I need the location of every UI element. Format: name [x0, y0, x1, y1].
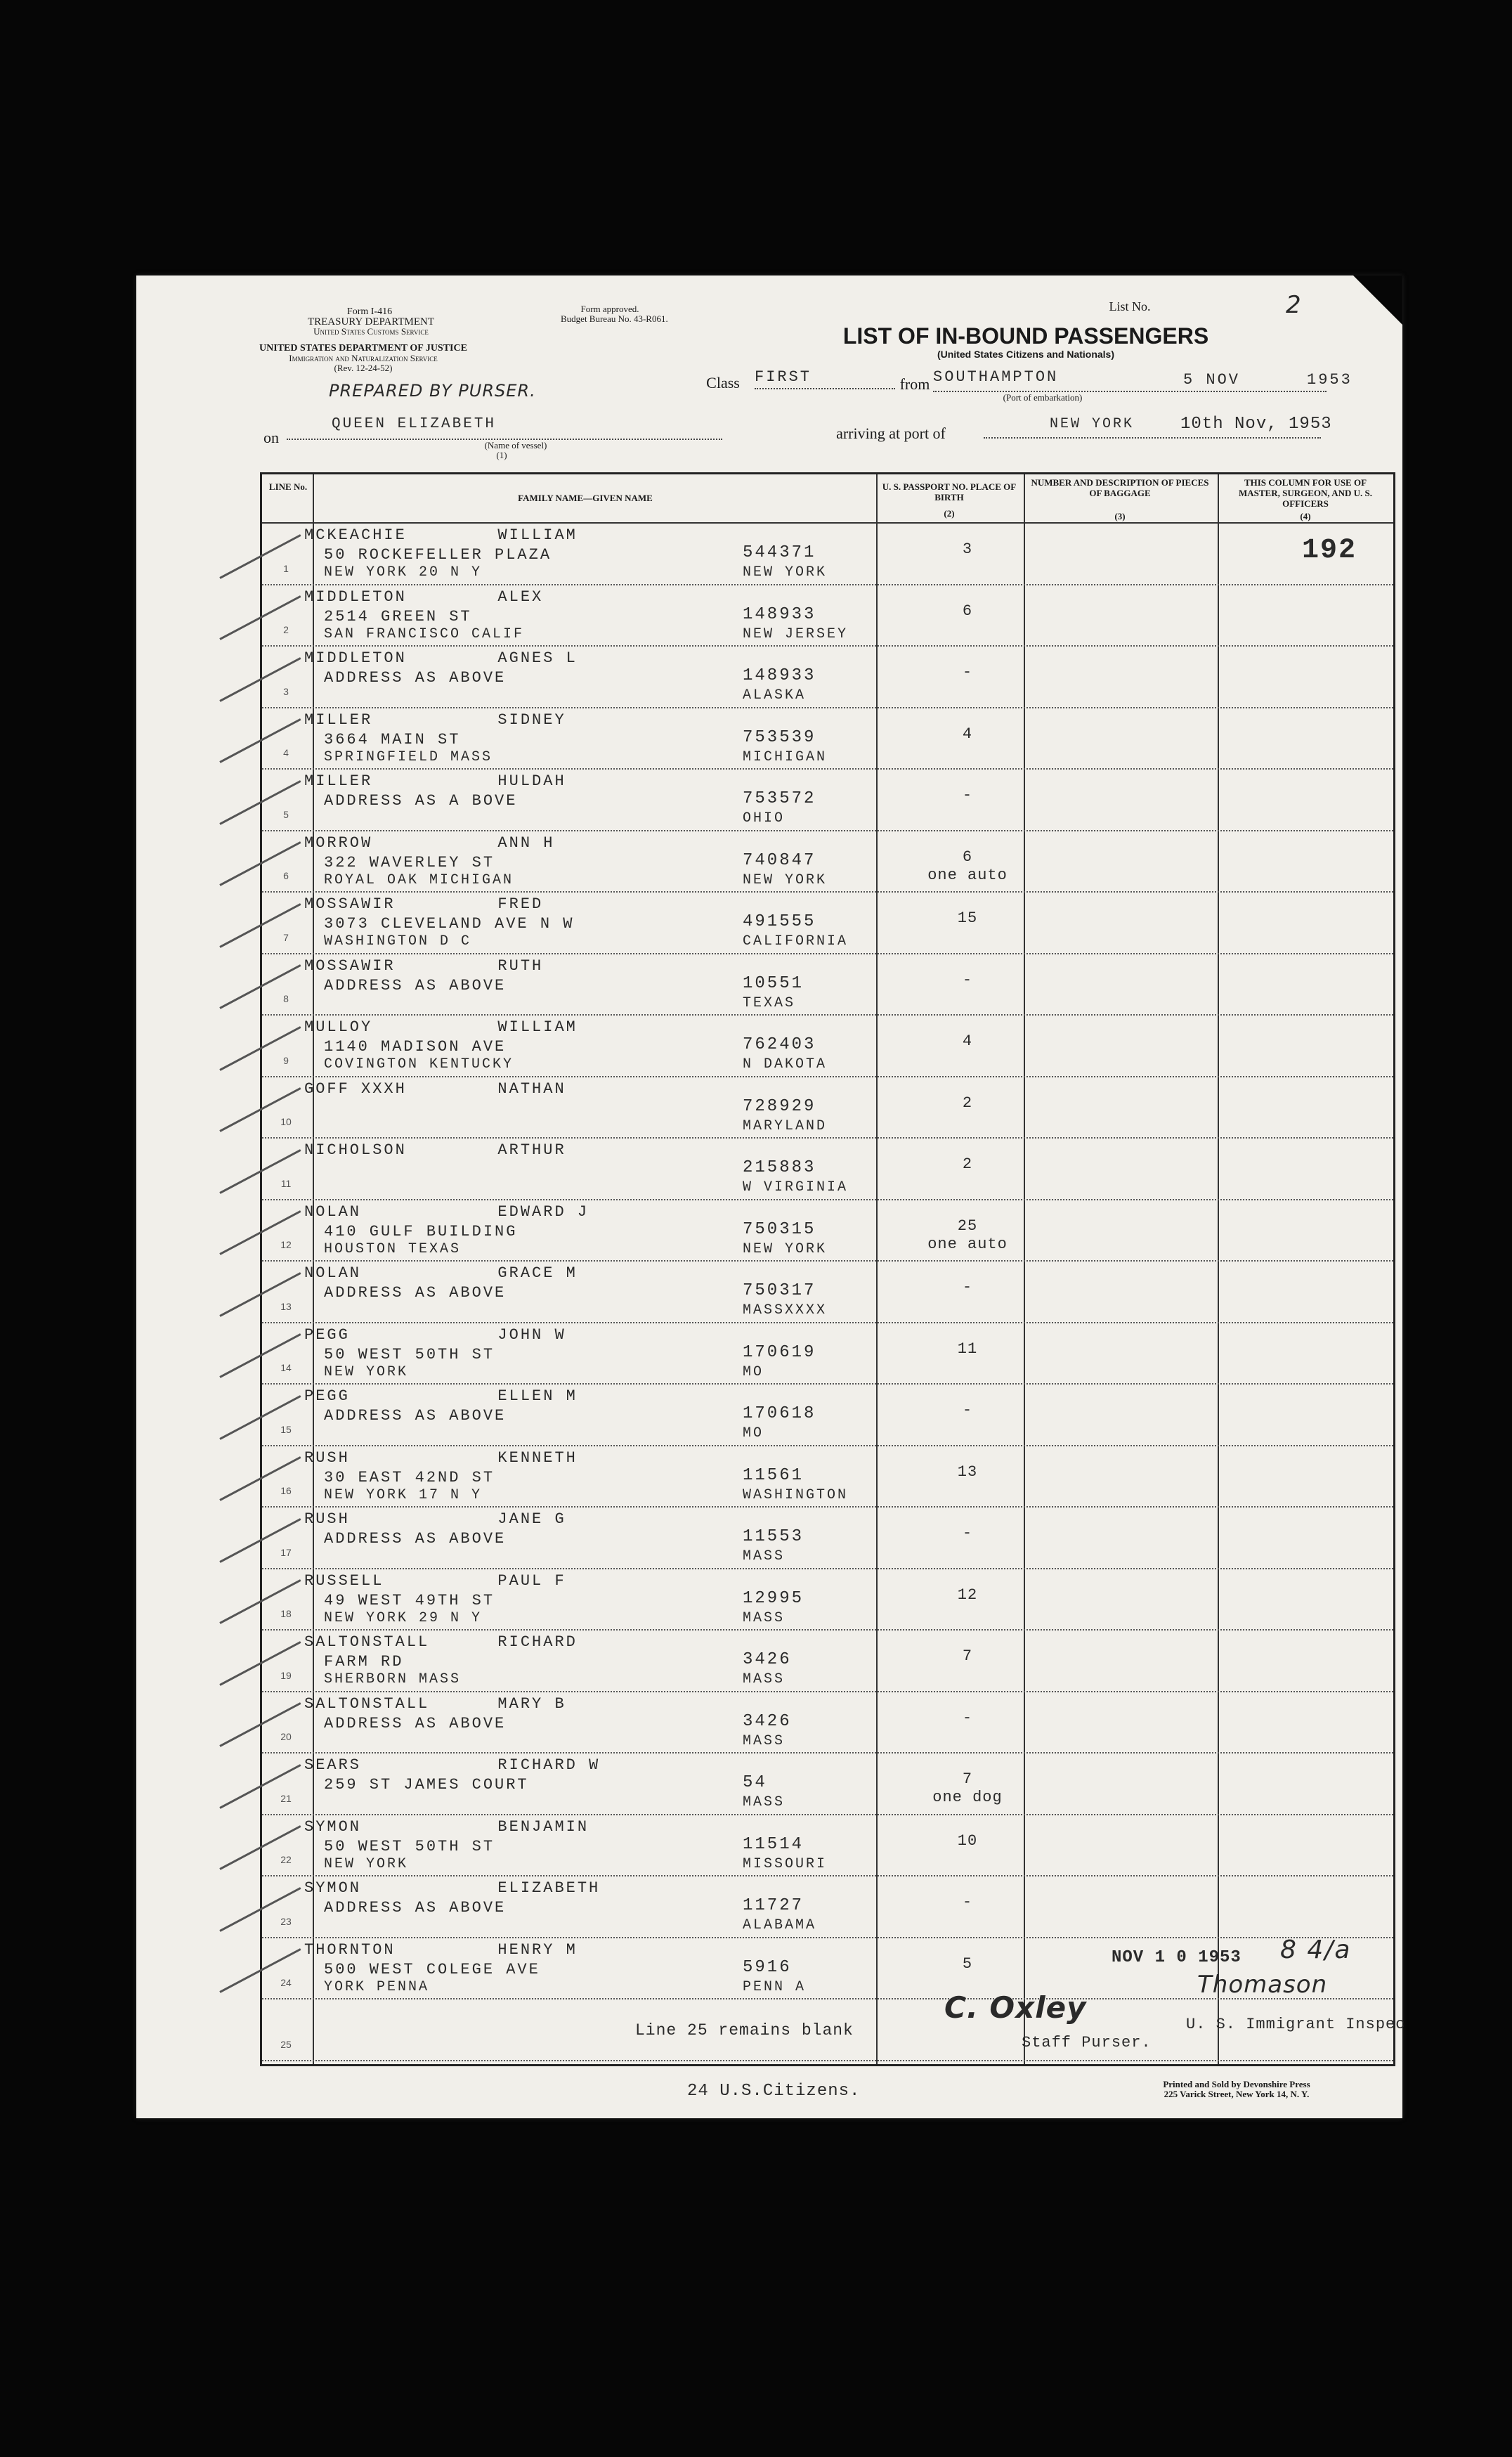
inspector-signature: Thomason: [1197, 1971, 1328, 1999]
table-row: [262, 1260, 1393, 1322]
passport-number: 54: [743, 1773, 767, 1792]
passport-number: 753572: [743, 789, 816, 808]
line-number: 22: [280, 1854, 292, 1865]
place-of-birth: MO: [743, 1363, 764, 1380]
baggage-count: 15: [957, 909, 978, 927]
address-line-1: 50 ROCKEFELLER PLAZA: [324, 546, 552, 564]
passport-number: 491555: [743, 912, 816, 931]
citizen-total: 24 U.S.Citizens.: [687, 2082, 861, 2101]
address-line-1: ADDRESS AS A BOVE: [324, 792, 518, 810]
line-number: 25: [280, 2038, 292, 2050]
place-of-birth: MARYLAND: [743, 1117, 828, 1134]
place-of-birth: NEW JERSEY: [743, 625, 849, 642]
revision: (Rev. 12-24-52): [334, 363, 393, 373]
passport-number: 3426: [743, 1650, 792, 1669]
passport-number: 11514: [743, 1834, 804, 1854]
address-line-1: 1140 MADISON AVE: [324, 1038, 507, 1056]
passenger-name: SYMON BENJAMIN: [304, 1817, 589, 1836]
table-row: [262, 1875, 1393, 1937]
address-line-2: SAN FRANCISCO CALIF: [324, 625, 525, 642]
place-of-birth: NEW YORK: [743, 871, 828, 888]
address-line-1: FARM RD: [324, 1653, 404, 1671]
line-number: 19: [280, 1669, 292, 1681]
class-underline: [755, 388, 895, 389]
place-of-birth: W VIRGINIA: [743, 1179, 849, 1195]
col-header-officers-no: (4): [1300, 511, 1311, 521]
passport-number: 10551: [743, 973, 804, 993]
address-line-1: 3073 CLEVELAND AVE N W: [324, 915, 575, 933]
from-date: 5 NOV: [1183, 371, 1241, 389]
baggage-count: 5: [962, 1954, 973, 1973]
passenger-name: MULLOY WILLIAM: [304, 1018, 578, 1036]
baggage-count: 7: [962, 1770, 973, 1788]
from-label: from: [899, 375, 930, 393]
passenger-name: MCKEACHIE WILLIAM: [304, 526, 578, 544]
table-row: [262, 1752, 1393, 1814]
line-number: 17: [280, 1546, 292, 1558]
address-line-1: 322 WAVERLEY ST: [324, 853, 495, 871]
table-row: [262, 645, 1393, 707]
address-line-2: ROYAL OAK MICHIGAN: [324, 871, 514, 888]
address-line-2: NEW YORK 17 N Y: [324, 1486, 483, 1503]
col-header-passport-no: (2): [944, 508, 955, 519]
place-of-birth: N DAKOTA: [743, 1056, 828, 1072]
passenger-name: MIDDLETON AGNES L: [304, 649, 578, 667]
address-line-2: NEW YORK 20 N Y: [324, 564, 483, 581]
passenger-name: RUSSELL PAUL F: [304, 1571, 566, 1590]
page-corner: [1353, 275, 1402, 325]
passenger-name: RUSH KENNETH: [304, 1448, 578, 1467]
line-number: 1: [283, 562, 289, 574]
baggage-extra: one auto: [927, 866, 1008, 884]
form-number: Form I-416: [346, 306, 393, 317]
baggage-count: -: [962, 1709, 973, 1727]
line-number: 4: [283, 747, 289, 758]
passport-number: 3426: [743, 1711, 792, 1731]
purser-signature: C. Oxley: [944, 1990, 1087, 2025]
prepared-by-purser: PREPARED BY PURSER.: [329, 381, 536, 401]
address-line-1: 410 GULF BUILDING: [324, 1222, 518, 1240]
passport-number: 728929: [743, 1096, 816, 1116]
from-port: SOUTHAMPTON: [933, 368, 1059, 386]
passenger-table: [260, 472, 1395, 2066]
baggage-count: 10: [957, 1832, 978, 1850]
address-line-2: NEW YORK: [324, 1363, 409, 1380]
table-row: [262, 1814, 1393, 1876]
address-line-1: 500 WEST COLEGE AVE: [324, 1960, 540, 1978]
col-header-officers: THIS COLUMN FOR USE OF MASTER, SURGEON, AND U. S. OFFICERS: [1239, 477, 1372, 509]
line25-note: Line 25 remains blank: [635, 2021, 854, 2040]
table-row: [262, 522, 1393, 584]
line-number: 13: [280, 1300, 292, 1312]
arrival-date: 10th Nov, 1953: [1180, 415, 1332, 434]
document-title: LIST OF IN-BOUND PASSENGERS: [842, 323, 1209, 349]
line-number: 15: [280, 1423, 292, 1435]
address-line-1: ADDRESS AS ABOVE: [324, 1899, 507, 1917]
line-number: 23: [280, 1915, 292, 1927]
class-value: FIRST: [755, 368, 812, 386]
treasury-dept: TREASURY DEPARTMENT: [307, 316, 435, 328]
address-line-2: WASHINGTON D C: [324, 933, 472, 949]
vessel-col-number: (1): [496, 450, 507, 460]
address-line-1: 49 WEST 49TH ST: [324, 1591, 495, 1609]
stamp-date: NOV 1 0 1953: [1112, 1948, 1241, 1967]
table-row: [262, 891, 1393, 953]
passport-number: 740847: [743, 850, 816, 870]
passport-number: 170619: [743, 1342, 816, 1362]
table-row: [262, 1076, 1393, 1138]
place-of-birth: MASS: [743, 1671, 786, 1687]
line-number: 11: [280, 1177, 292, 1189]
col-header-name: FAMILY NAME—GIVEN NAME: [518, 493, 653, 503]
address-line-1: 50 WEST 50TH ST: [324, 1837, 495, 1855]
place-of-birth: NEW YORK: [743, 1240, 828, 1257]
document-subtitle: (United States Citizens and Nationals): [937, 349, 1115, 360]
table-row: [262, 584, 1393, 646]
baggage-count: 4: [962, 1032, 973, 1050]
passenger-name: SALTONSTALL MARY B: [304, 1694, 566, 1713]
baggage-count: 7: [962, 1647, 973, 1665]
address-line-2: NEW YORK: [324, 1855, 409, 1872]
line-number: 7: [283, 931, 289, 943]
place-of-birth: TEXAS: [743, 994, 796, 1011]
line-number: 20: [280, 1731, 292, 1742]
table-row: [262, 1506, 1393, 1568]
list-no-value: 2: [1286, 291, 1303, 319]
address-line-2: SPRINGFIELD MASS: [324, 748, 493, 765]
passport-number: 11553: [743, 1527, 804, 1546]
officer-number: 192: [1302, 535, 1357, 566]
passenger-name: THORNTON HENRY M: [304, 1940, 578, 1959]
address-line-2: COVINGTON KENTUCKY: [324, 1056, 514, 1072]
list-no-label: List No.: [1109, 299, 1151, 313]
line-number: 3: [283, 685, 289, 697]
address-line-2: SHERBORN MASS: [324, 1671, 462, 1687]
place-of-birth: MASSXXXX: [743, 1302, 828, 1318]
address-line-2: NEW YORK 29 N Y: [324, 1609, 483, 1626]
place-of-birth: NEW YORK: [743, 564, 828, 581]
baggage-count: -: [962, 1524, 973, 1542]
address-line-2: YORK PENNA: [324, 1978, 430, 1995]
line-number: 10: [280, 1116, 292, 1127]
passenger-name: SEARS RICHARD W: [304, 1756, 601, 1774]
passenger-name: MORROW ANN H: [304, 834, 555, 852]
passport-number: 753539: [743, 727, 816, 747]
passenger-name: SALTONSTALL RICHARD: [304, 1633, 578, 1651]
place-of-birth: MASS: [743, 1732, 786, 1749]
baggage-extra: one auto: [927, 1235, 1008, 1253]
passenger-name: NOLAN GRACE M: [304, 1264, 578, 1282]
address-line-1: 259 ST JAMES COURT: [324, 1776, 529, 1794]
place-of-birth: WASHINGTON: [743, 1486, 849, 1503]
line-number: 5: [283, 808, 289, 820]
table-row: [262, 1383, 1393, 1445]
passenger-name: RUSH JANE G: [304, 1510, 566, 1528]
place-of-birth: MO: [743, 1425, 764, 1441]
customs-service: United States Customs Service: [313, 326, 429, 337]
from-year: 1953: [1307, 371, 1353, 389]
passport-number: 148933: [743, 666, 816, 685]
passenger-name: MIDDLETON ALEX: [304, 588, 544, 606]
col-header-passport: U. S. PASSPORT NO. PLACE OF BIRTH: [882, 481, 1017, 503]
passport-number: 11727: [743, 1896, 804, 1915]
stamp-handwritten: 8 4/a: [1280, 1936, 1352, 1964]
address-line-1: ADDRESS AS ABOVE: [324, 1714, 507, 1732]
table-row: [262, 1199, 1393, 1261]
baggage-count: 2: [962, 1094, 973, 1112]
budget-bureau: Budget Bureau No. 43-R061.: [561, 313, 668, 324]
table-row: [262, 1691, 1393, 1753]
justice-dept: UNITED STATES DEPARTMENT OF JUSTICE: [259, 343, 467, 354]
baggage-count: 6: [962, 602, 973, 620]
baggage-count: 3: [962, 540, 973, 558]
address-line-1: ADDRESS AS ABOVE: [324, 976, 507, 994]
baggage-count: -: [962, 663, 973, 681]
line-number: 12: [280, 1239, 292, 1250]
address-line-1: 2514 GREEN ST: [324, 607, 472, 625]
line-number: 14: [280, 1362, 292, 1373]
baggage-count: -: [962, 971, 973, 989]
on-label: on: [263, 429, 279, 446]
passport-number: 215883: [743, 1158, 816, 1177]
passenger-name: SYMON ELIZABETH: [304, 1879, 601, 1897]
passport-number: 762403: [743, 1035, 816, 1054]
passenger-name: MILLER HULDAH: [304, 772, 566, 790]
address-line-1: ADDRESS AS ABOVE: [324, 669, 507, 687]
passenger-name: PEGG ELLEN M: [304, 1387, 578, 1405]
baggage-count: -: [962, 786, 973, 804]
purser-title: Staff Purser.: [1022, 2034, 1152, 2051]
table-row: [262, 1568, 1393, 1630]
line-number: 9: [283, 1054, 289, 1066]
ins-service: Immigration and Naturalization Service: [289, 353, 438, 363]
table-row: [262, 1014, 1393, 1076]
arriving-label: arriving at port of: [836, 424, 946, 442]
col-header-line: LINE No.: [268, 481, 308, 492]
address-line-1: 50 WEST 50TH ST: [324, 1345, 495, 1363]
passenger-name: PEGG JOHN W: [304, 1325, 566, 1344]
passport-number: 5916: [743, 1957, 792, 1977]
passport-number: 12995: [743, 1588, 804, 1608]
baggage-count: 4: [962, 725, 973, 743]
baggage-count: 13: [957, 1463, 978, 1481]
line-number: 21: [280, 1792, 292, 1804]
passport-number: 170618: [743, 1404, 816, 1423]
passport-number: 11561: [743, 1465, 804, 1485]
address-line-1: 3664 MAIN ST: [324, 730, 461, 748]
arrival-port: NEW YORK: [1050, 416, 1135, 432]
baggage-count: 11: [957, 1340, 978, 1358]
inspector-title: U. S. Immigrant Inspec: [1186, 2016, 1406, 2033]
place-of-birth: MICHIGAN: [743, 748, 828, 765]
form-approved: Form approved.: [580, 304, 639, 314]
line-number: 24: [280, 1977, 292, 1988]
place-of-birth: MISSOURI: [743, 1855, 828, 1872]
address-line-1: 30 EAST 42ND ST: [324, 1468, 495, 1486]
line-number: 6: [283, 870, 289, 881]
baggage-count: -: [962, 1893, 973, 1911]
table-row: [262, 1137, 1393, 1199]
passport-number: 544371: [743, 543, 816, 562]
place-of-birth: CALIFORNIA: [743, 933, 849, 949]
col-header-baggage-no: (3): [1114, 511, 1126, 521]
row-separator: [262, 2060, 1393, 2061]
baggage-extra: one dog: [932, 1789, 1003, 1806]
place-of-birth: ALABAMA: [743, 1917, 817, 1933]
passport-number: 148933: [743, 604, 816, 624]
vessel-name: QUEEN ELIZABETH: [332, 416, 497, 432]
baggage-count: 6: [962, 848, 973, 866]
address-line-1: ADDRESS AS ABOVE: [324, 1284, 507, 1302]
port-embarkation-caption: (Port of embarkation): [1003, 392, 1083, 403]
passenger-name: MILLER SIDNEY: [304, 711, 566, 729]
address-line-2: HOUSTON TEXAS: [324, 1240, 462, 1257]
table-row: [262, 1322, 1393, 1384]
passport-number: 750317: [743, 1281, 816, 1300]
baggage-count: -: [962, 1278, 973, 1296]
place-of-birth: ALASKA: [743, 687, 807, 704]
col-header-baggage: NUMBER AND DESCRIPTION OF PIECES OF BAGGAGE: [1031, 477, 1209, 498]
line-number: 18: [280, 1608, 292, 1619]
table-row: [262, 1445, 1393, 1507]
place-of-birth: MASS: [743, 1609, 786, 1626]
place-of-birth: PENN A: [743, 1978, 807, 1995]
printer-line2: 225 Varick Street, New York 14, N. Y.: [1164, 2089, 1310, 2099]
place-of-birth: MASS: [743, 1548, 786, 1564]
line-number: 2: [283, 624, 289, 635]
passenger-name: GOFF XXXH NATHAN: [304, 1080, 566, 1098]
printer-line1: Printed and Sold by Devonshire Press: [1163, 2079, 1310, 2089]
place-of-birth: OHIO: [743, 810, 786, 826]
address-line-1: ADDRESS AS ABOVE: [324, 1407, 507, 1425]
arrival-underline: [984, 437, 1321, 439]
baggage-count: 25: [957, 1217, 978, 1235]
table-row: [262, 953, 1393, 1015]
line-number: 8: [283, 993, 289, 1004]
address-line-1: ADDRESS AS ABOVE: [324, 1530, 507, 1548]
class-label: Class: [706, 374, 740, 391]
table-row: [262, 707, 1393, 769]
table-row: [262, 768, 1393, 830]
line-number: 16: [280, 1485, 292, 1496]
manifest-page: [136, 275, 1406, 2118]
baggage-count: 2: [962, 1155, 973, 1173]
baggage-count: 12: [957, 1586, 978, 1604]
passenger-name: NOLAN EDWARD J: [304, 1202, 589, 1221]
passport-number: 750315: [743, 1219, 816, 1239]
passenger-name: MOSSAWIR FRED: [304, 895, 544, 913]
passenger-name: NICHOLSON ARTHUR: [304, 1141, 566, 1159]
vessel-caption: (Name of vessel): [484, 440, 547, 450]
place-of-birth: MASS: [743, 1794, 786, 1810]
table-row: [262, 830, 1393, 892]
passenger-name: MOSSAWIR RUTH: [304, 957, 544, 975]
table-row: [262, 1629, 1393, 1691]
baggage-count: -: [962, 1401, 973, 1419]
